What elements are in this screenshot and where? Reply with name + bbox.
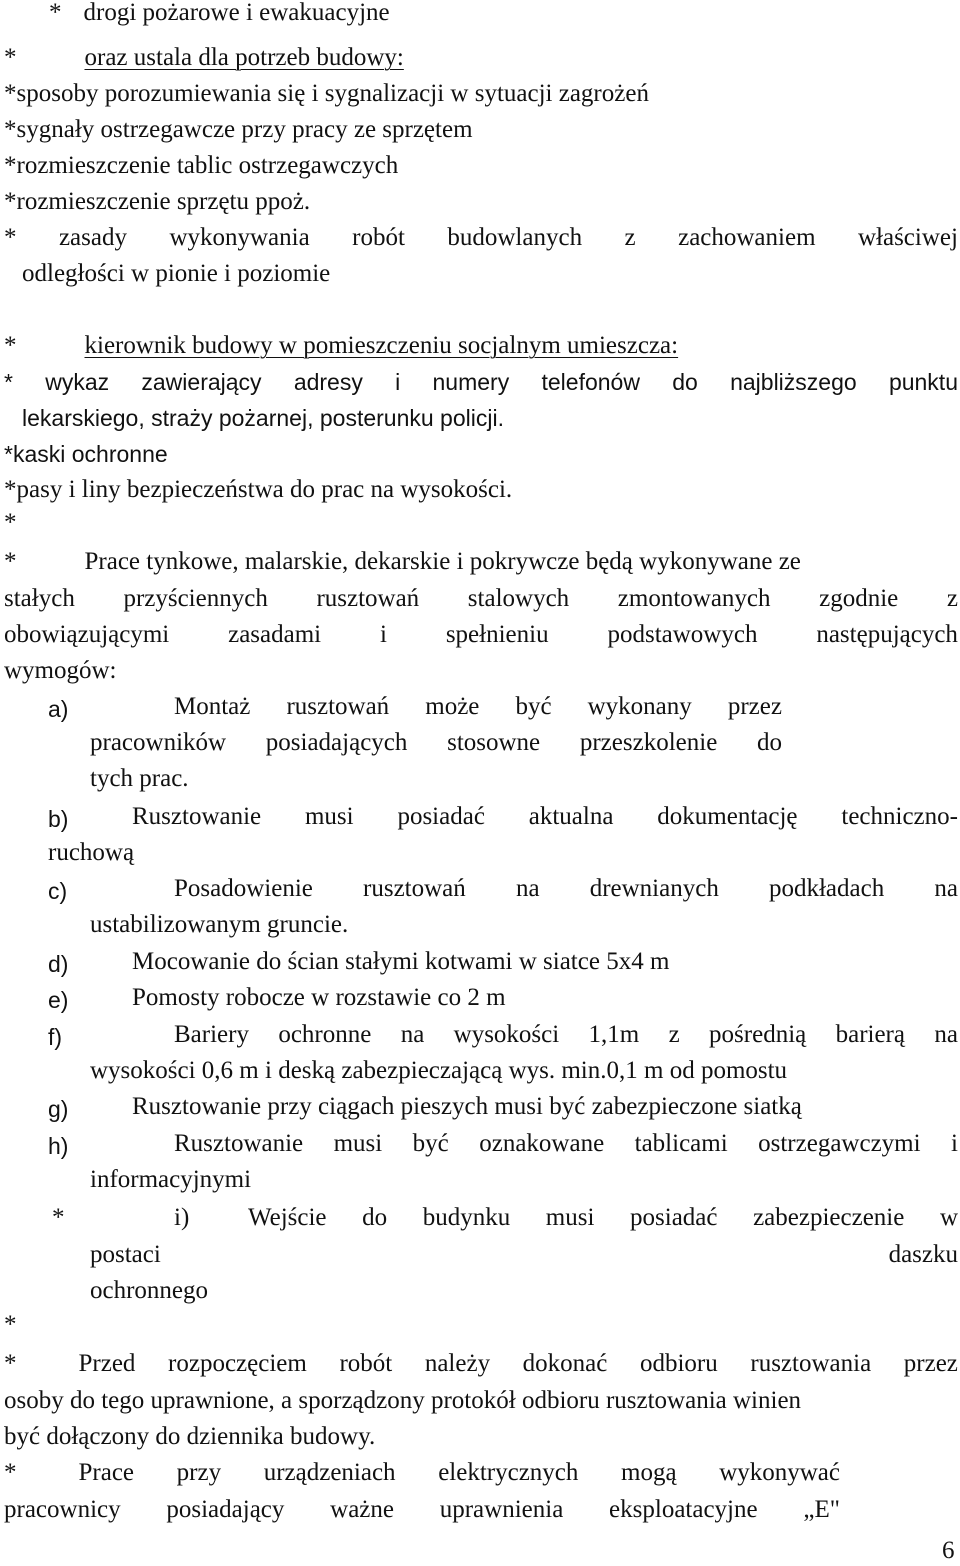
justified-line (132, 802, 958, 832)
justified-line (90, 728, 782, 758)
word: należy (424, 1350, 491, 1377)
word: na (515, 875, 540, 902)
word: adresy (293, 369, 363, 395)
word: dokonać (522, 1350, 608, 1377)
word: posiadający (166, 1496, 285, 1523)
word: przez (727, 693, 782, 720)
word: zawierający (141, 369, 262, 395)
word: wykonany (587, 693, 692, 720)
word: przyściennych (123, 585, 268, 612)
word: robót (339, 1350, 393, 1377)
word: na (934, 1021, 958, 1048)
word: Wejście (248, 1204, 327, 1231)
word: ostrzegawczymi (758, 1130, 921, 1157)
word: wykonywać (719, 1459, 840, 1486)
word: budynku (422, 1204, 511, 1231)
word: * Przed (4, 1350, 136, 1377)
justified-line (174, 1129, 958, 1159)
word: być (412, 1130, 449, 1157)
word: rusztowania (750, 1350, 872, 1377)
word: daszku (888, 1241, 958, 1268)
paragraph-line: * Prace tynkowe, malarskie, dekarskie i pokrywcze będą wykonywane ze (4, 548, 801, 575)
word: na (400, 1021, 425, 1048)
list-line: * oraz ustala dla potrzeb budowy: (4, 44, 404, 71)
word: budowlanych (447, 224, 583, 251)
word: podkładach (768, 875, 885, 902)
word: na (934, 875, 958, 902)
word: 1,1m (588, 1021, 640, 1048)
paragraph-line: osoby do tego uprawnione, a sporządzony protokół odbioru rusztowania winien (4, 1387, 802, 1414)
list-line: tych prac. (90, 765, 189, 792)
word: z (624, 224, 636, 251)
word: do (757, 729, 782, 756)
word: i (395, 369, 401, 395)
justified-line (248, 1203, 958, 1233)
justified-line (90, 1240, 958, 1270)
word: w (939, 1204, 958, 1231)
justified-line (4, 584, 958, 614)
word: zasadami (228, 621, 322, 648)
list-line: *rozmieszczenie sprzętu ppoż. (4, 188, 311, 215)
word: musi (333, 1130, 383, 1157)
word: Posadowienie (174, 875, 313, 902)
justified-line (174, 874, 958, 904)
word: * (4, 369, 13, 395)
word: zmontowanych (617, 585, 771, 612)
word: punktu (888, 369, 958, 395)
justified-line (4, 1349, 958, 1379)
word: Bariery (174, 1021, 249, 1048)
word: rusztowań (363, 875, 466, 902)
word: rozpoczęciem (168, 1350, 307, 1377)
list-line: *kaski ochronne (4, 441, 168, 467)
paragraph-line: wymogów: (4, 657, 117, 684)
word: ochronne (278, 1021, 372, 1048)
word: wysokości (453, 1021, 560, 1048)
word: dokumentację (657, 803, 798, 830)
justified-line (4, 1495, 840, 1525)
list-label: b) (48, 806, 69, 832)
word: zachowaniem (678, 224, 816, 251)
word: pracowników (90, 729, 227, 756)
list-line: lekarskiego, straży pożarnej, posterunku policji. (22, 405, 504, 431)
word: stałych (4, 585, 75, 612)
word: rusztowań (286, 693, 390, 720)
word: uprawnienia (439, 1496, 564, 1523)
word: urządzeniach (263, 1459, 396, 1486)
list-label: e) (48, 987, 69, 1013)
list-label: c) (48, 878, 68, 904)
word: posiadać (630, 1204, 718, 1231)
word: posiadających (265, 729, 408, 756)
word: eksploatacyjne (609, 1496, 758, 1523)
list-star: * (4, 1311, 17, 1338)
justified-line (174, 692, 782, 722)
list-label: d) (48, 951, 69, 977)
word: robót (352, 224, 405, 251)
list-line: Rusztowanie przy ciągach pieszych musi być zabezpieczone siatką (132, 1093, 802, 1120)
word: rusztowań (316, 585, 420, 612)
word: Rusztowanie (132, 803, 262, 830)
justified-line (4, 367, 958, 397)
page-number: 6 (942, 1537, 955, 1564)
word: postaci (90, 1241, 161, 1268)
list-line: informacyjnymi (90, 1166, 252, 1193)
list-line: *sposoby porozumiewania się i sygnalizacji w sytuacji zagrożeń (4, 80, 649, 107)
list-line: Pomosty robocze w rozstawie co 2 m (132, 984, 506, 1011)
word: być (515, 693, 552, 720)
word: następujących (816, 621, 958, 648)
list-label: a) (48, 696, 69, 722)
word: barierą (835, 1021, 905, 1048)
word: musi (545, 1204, 595, 1231)
list-label: f) (48, 1024, 63, 1050)
word: zasady (58, 224, 127, 251)
word: Rusztowanie (174, 1130, 304, 1157)
word: do (672, 369, 698, 395)
list-label: i) (174, 1204, 190, 1231)
word: stosowne (447, 729, 541, 756)
word: obowiązującymi (4, 621, 170, 648)
list-label: g) (48, 1096, 69, 1122)
word: i (951, 1130, 958, 1157)
word: może (425, 693, 480, 720)
word: posiadać (397, 803, 485, 830)
list-line: * kierownik budowy w pomieszczeniu socjalnym umieszcza: (4, 332, 679, 359)
word: drewnianych (589, 875, 719, 902)
word: do (362, 1204, 388, 1231)
word: z (946, 585, 958, 612)
word: mogą (621, 1459, 677, 1486)
word: spełnieniu (445, 621, 549, 648)
word: techniczno- (841, 803, 958, 830)
justified-line (4, 620, 958, 650)
word: Montaż (174, 693, 251, 720)
list-line: * drogi pożarowe i ewakuacyjne (49, 0, 390, 26)
word: podstawowych (607, 621, 758, 648)
word: pracownicy (4, 1496, 121, 1523)
word: przy (176, 1459, 222, 1486)
list-line: *sygnały ostrzegawcze przy pracy ze sprzętem (4, 116, 473, 143)
list-star: * (52, 1204, 65, 1231)
word: wykonywania (169, 224, 310, 251)
list-line: wysokości 0,6 m i deską zabezpieczającą wys. min.0,1 m od pomostu (90, 1057, 788, 1084)
list-line: *rozmieszczenie tablic ostrzegawczych (4, 152, 399, 179)
list-label: h) (48, 1133, 69, 1159)
word: właściwej (857, 224, 958, 251)
word: musi (304, 803, 354, 830)
word: aktualna (528, 803, 614, 830)
list-line: odległości w pionie i poziomie (22, 260, 331, 287)
word: zgodnie (819, 585, 899, 612)
word: przeszkolenie (579, 729, 718, 756)
word: tablicami (634, 1130, 728, 1157)
word: pośrednią (709, 1021, 807, 1048)
word: zabezpieczenie (753, 1204, 905, 1231)
list-line: ruchową (48, 839, 135, 866)
justified-line (174, 1020, 958, 1050)
list-line: *pasy i liny bezpieczeństwa do prac na wysokości. (4, 476, 513, 503)
justified-line (4, 1458, 840, 1488)
list-line: * (4, 509, 17, 536)
word: elektrycznych (438, 1459, 579, 1486)
list-line: Mocowanie do ścian stałymi kotwami w siatce 5x4 m (132, 948, 670, 975)
word: stalowych (467, 585, 570, 612)
word: wykaz (45, 369, 110, 395)
list-line: ustabilizowanym gruncie. (90, 911, 349, 938)
word: telefonów (541, 369, 640, 395)
word: odbioru (639, 1350, 718, 1377)
word: przez (903, 1350, 958, 1377)
word: * (4, 224, 17, 251)
word: z (668, 1021, 680, 1048)
word: najbliższego (730, 369, 857, 395)
word: oznakowane (479, 1130, 605, 1157)
word: ważne (330, 1496, 394, 1523)
justified-line (4, 223, 958, 253)
list-line: ochronnego (90, 1277, 209, 1304)
word: numery (432, 369, 510, 395)
word: * Prace (4, 1459, 135, 1486)
paragraph-line: być dołączony do dziennika budowy. (4, 1423, 376, 1450)
word: „E" (803, 1496, 840, 1523)
word: i (380, 621, 387, 648)
